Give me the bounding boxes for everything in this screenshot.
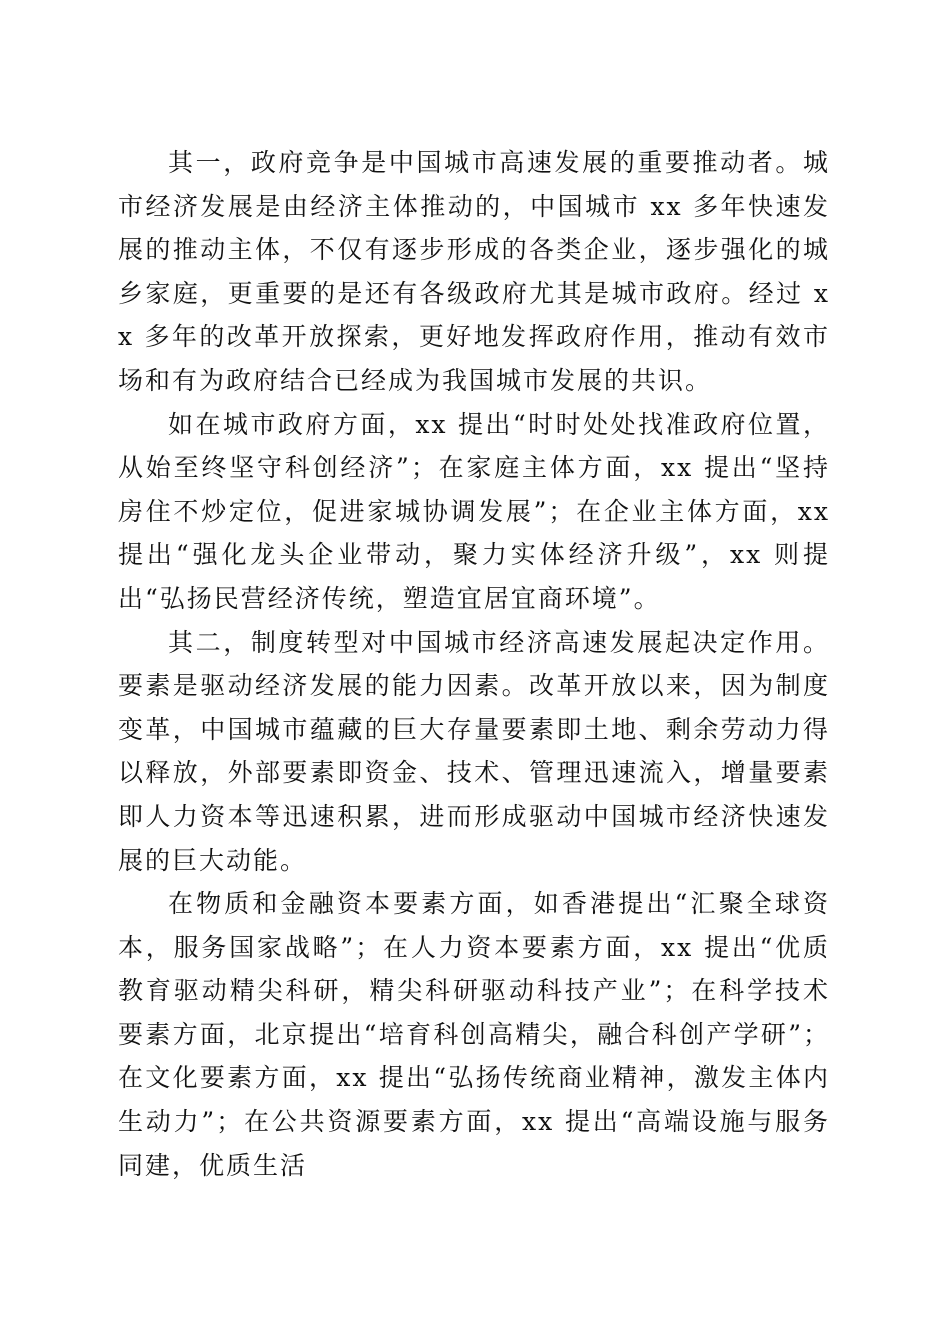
paragraph-2: 如在城市政府方面，xx 提出“时时处处找准政府位置，从始至终坚守科创经济”；在家庭主体方面，xx 提出“坚持房住不炒定位，促进家城协调发展”；在企业主体方面，xx 提出“强化龙头企业带动，聚力实体经济升级”，xx 则提出“弘扬民营经济传统，塑造宜居宜商环境”。 xyxy=(118,409,830,613)
paragraph-4: 在物质和金融资本要素方面，如香港提出“汇聚全球资本，服务国家战略”；在人力资本要素方面，xx 提出“优质教育驱动精尖科研，精尖科研驱动科技产业”；在科学技术要素方面，北京提出“培育科创高精尖，融合科创产学研”；在文化要素方面，xx 提出“弘扬传统商业精神，激发主体内生动力”；在公共资源要素方面，xx 提出“高端设施与服务同建，优质生活 xyxy=(118,889,830,1180)
paragraph-3: 其二，制度转型对中国城市经济高速发展起决定作用。要素是驱动经济发展的能力因素。改革开放以来，因为制度变革，中国城市蕴藏的巨大存量要素即土地、剩余劳动力得以释放，外部要素即资金、技术、管理迅速流入，增量要素即人力资本等迅速积累，进而形成驱动中国城市经济快速发展的巨大动能。 xyxy=(118,627,830,875)
paragraph-1: 其一，政府竞争是中国城市高速发展的重要推动者。城市经济发展是由经济主体推动的，中国城市 xx 多年快速发展的推动主体，不仅有逐步形成的各类企业，逐步强化的城乡家庭，更重要的是还有各级政府尤其是城市政府。经过 xx 多年的改革开放探索，更好地发挥政府作用，推动有效市场和有为政府结合已经成为我国城市发展的共识。 xyxy=(118,148,830,395)
document-body xyxy=(118,141,830,1187)
